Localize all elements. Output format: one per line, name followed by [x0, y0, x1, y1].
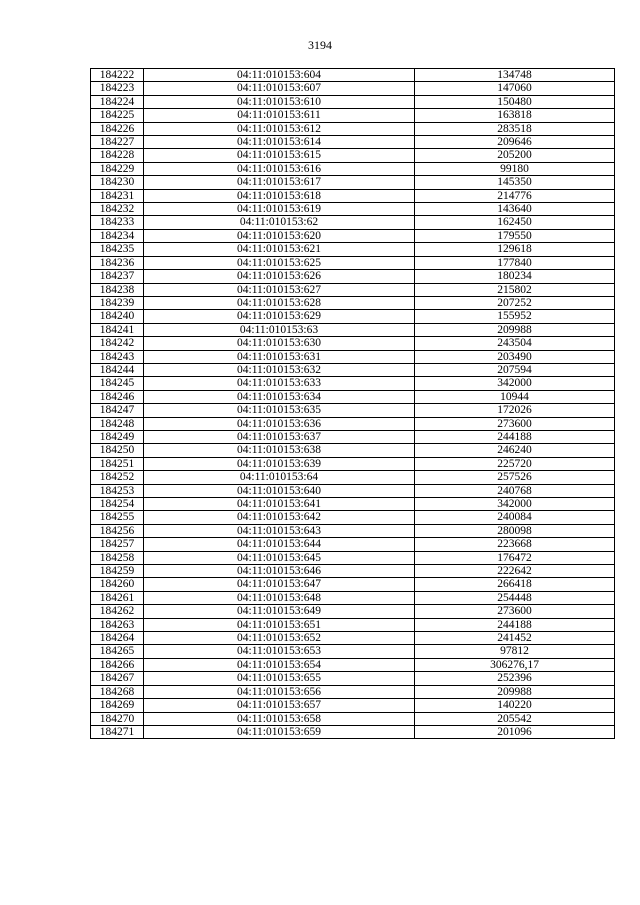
value-cell: 252396: [415, 672, 615, 685]
value-cell: 99180: [415, 162, 615, 175]
cadastral-number-cell: 04:11:010153:658: [144, 712, 415, 725]
value-cell: 225720: [415, 457, 615, 470]
table-row: [91, 672, 615, 685]
row-number-cell: 184232: [91, 203, 144, 216]
table-row: [91, 578, 615, 591]
cadastral-number-cell: 04:11:010153:612: [144, 122, 415, 135]
row-number-cell: 184247: [91, 404, 144, 417]
value-cell: 241452: [415, 632, 615, 645]
table-row: [91, 632, 615, 645]
table-row: [91, 283, 615, 296]
cadastral-number-cell: 04:11:010153:645: [144, 551, 415, 564]
table-row: [91, 149, 615, 162]
cadastral-number-cell: 04:11:010153:636: [144, 417, 415, 430]
row-number-cell: 184246: [91, 390, 144, 403]
cadastral-number-cell: 04:11:010153:631: [144, 350, 415, 363]
row-number-cell: 184233: [91, 216, 144, 229]
cadastral-number-cell: 04:11:010153:618: [144, 189, 415, 202]
table-row: [91, 323, 615, 336]
table-row: [91, 417, 615, 430]
row-number-cell: 184231: [91, 189, 144, 202]
value-cell: 205542: [415, 712, 615, 725]
cadastral-number-cell: 04:11:010153:644: [144, 538, 415, 551]
row-number-cell: 184240: [91, 310, 144, 323]
row-number-cell: 184224: [91, 95, 144, 108]
cadastral-number-cell: 04:11:010153:657: [144, 699, 415, 712]
table-row: [91, 699, 615, 712]
cadastral-number-cell: 04:11:010153:640: [144, 484, 415, 497]
table-row: [91, 95, 615, 108]
row-number-cell: 184251: [91, 457, 144, 470]
table-row: [91, 725, 615, 738]
cadastral-number-cell: 04:11:010153:659: [144, 725, 415, 738]
cadastral-number-cell: 04:11:010153:652: [144, 632, 415, 645]
value-cell: 177840: [415, 256, 615, 269]
row-number-cell: 184242: [91, 337, 144, 350]
table-row: [91, 511, 615, 524]
cadastral-number-cell: 04:11:010153:647: [144, 578, 415, 591]
row-number-cell: 184249: [91, 430, 144, 443]
table-row: [91, 457, 615, 470]
row-number-cell: 184260: [91, 578, 144, 591]
table-row: [91, 270, 615, 283]
value-cell: 10944: [415, 390, 615, 403]
value-cell: 254448: [415, 591, 615, 604]
table-row: [91, 404, 615, 417]
row-number-cell: 184237: [91, 270, 144, 283]
value-cell: 176472: [415, 551, 615, 564]
value-cell: 257526: [415, 471, 615, 484]
value-cell: 243504: [415, 337, 615, 350]
value-cell: 240768: [415, 484, 615, 497]
cadastral-number-cell: 04:11:010153:628: [144, 296, 415, 309]
value-cell: 215802: [415, 283, 615, 296]
table-row: [91, 203, 615, 216]
value-cell: 209988: [415, 685, 615, 698]
row-number-cell: 184264: [91, 632, 144, 645]
cadastral-number-cell: 04:11:010153:616: [144, 162, 415, 175]
value-cell: 150480: [415, 95, 615, 108]
value-cell: 134748: [415, 69, 615, 82]
value-cell: 246240: [415, 444, 615, 457]
row-number-cell: 184229: [91, 162, 144, 175]
row-number-cell: 184256: [91, 524, 144, 537]
value-cell: 209988: [415, 323, 615, 336]
row-number-cell: 184244: [91, 363, 144, 376]
value-cell: 207252: [415, 296, 615, 309]
table-row: [91, 176, 615, 189]
cadastral-number-cell: 04:11:010153:656: [144, 685, 415, 698]
table-row: [91, 256, 615, 269]
table-row: [91, 658, 615, 671]
table-row: [91, 136, 615, 149]
cadastral-number-cell: 04:11:010153:648: [144, 591, 415, 604]
value-cell: 244188: [415, 430, 615, 443]
table-row: [91, 484, 615, 497]
value-cell: 306276,17: [415, 658, 615, 671]
value-cell: 283518: [415, 122, 615, 135]
table-row: [91, 430, 615, 443]
table-row: [91, 645, 615, 658]
cadastral-number-cell: 04:11:010153:614: [144, 136, 415, 149]
value-cell: 129618: [415, 243, 615, 256]
row-number-cell: 184235: [91, 243, 144, 256]
value-cell: 223668: [415, 538, 615, 551]
value-cell: 342000: [415, 377, 615, 390]
cadastral-number-cell: 04:11:010153:626: [144, 270, 415, 283]
cadastral-number-cell: 04:11:010153:629: [144, 310, 415, 323]
table-row: [91, 712, 615, 725]
value-cell: 201096: [415, 725, 615, 738]
value-cell: 222642: [415, 565, 615, 578]
table-row: [91, 551, 615, 564]
table-row: [91, 162, 615, 175]
value-cell: 143640: [415, 203, 615, 216]
cadastral-number-cell: 04:11:010153:615: [144, 149, 415, 162]
value-cell: 162450: [415, 216, 615, 229]
table-row: [91, 377, 615, 390]
row-number-cell: 184225: [91, 109, 144, 122]
table-row: [91, 565, 615, 578]
cadastral-number-cell: 04:11:010153:604: [144, 69, 415, 82]
row-number-cell: 184266: [91, 658, 144, 671]
row-number-cell: 184227: [91, 136, 144, 149]
table-row: [91, 471, 615, 484]
cadastral-number-cell: 04:11:010153:637: [144, 430, 415, 443]
cadastral-number-cell: 04:11:010153:654: [144, 658, 415, 671]
value-cell: 163818: [415, 109, 615, 122]
cadastral-number-cell: 04:11:010153:643: [144, 524, 415, 537]
row-number-cell: 184252: [91, 471, 144, 484]
table-row: [91, 109, 615, 122]
row-number-cell: 184257: [91, 538, 144, 551]
table-row: [91, 296, 615, 309]
value-cell: 180234: [415, 270, 615, 283]
row-number-cell: 184262: [91, 605, 144, 618]
cadastral-number-cell: 04:11:010153:627: [144, 283, 415, 296]
row-number-cell: 184226: [91, 122, 144, 135]
value-cell: 203490: [415, 350, 615, 363]
table-row: [91, 337, 615, 350]
row-number-cell: 184250: [91, 444, 144, 457]
cadastral-number-cell: 04:11:010153:634: [144, 390, 415, 403]
value-cell: 147060: [415, 82, 615, 95]
cadastral-number-cell: 04:11:010153:63: [144, 323, 415, 336]
table-row: [91, 350, 615, 363]
cadastral-number-cell: 04:11:010153:617: [144, 176, 415, 189]
cadastral-number-cell: 04:11:010153:64: [144, 471, 415, 484]
value-cell: 273600: [415, 605, 615, 618]
value-cell: 205200: [415, 149, 615, 162]
value-cell: 155952: [415, 310, 615, 323]
cadastral-number-cell: 04:11:010153:619: [144, 203, 415, 216]
row-number-cell: 184223: [91, 82, 144, 95]
row-number-cell: 184228: [91, 149, 144, 162]
row-number-cell: 184253: [91, 484, 144, 497]
cadastral-number-cell: 04:11:010153:607: [144, 82, 415, 95]
value-cell: 145350: [415, 176, 615, 189]
value-cell: 342000: [415, 498, 615, 511]
cadastral-number-cell: 04:11:010153:620: [144, 229, 415, 242]
table-row: [91, 390, 615, 403]
table-row: [91, 189, 615, 202]
value-cell: 172026: [415, 404, 615, 417]
row-number-cell: 184222: [91, 69, 144, 82]
table-row: [91, 82, 615, 95]
row-number-cell: 184267: [91, 672, 144, 685]
value-cell: 140220: [415, 699, 615, 712]
value-cell: 266418: [415, 578, 615, 591]
table-row: [91, 216, 615, 229]
row-number-cell: 184238: [91, 283, 144, 296]
table-row: [91, 605, 615, 618]
table-row: [91, 444, 615, 457]
cadastral-number-cell: 04:11:010153:642: [144, 511, 415, 524]
row-number-cell: 184241: [91, 323, 144, 336]
cadastral-number-cell: 04:11:010153:621: [144, 243, 415, 256]
cadastral-number-cell: 04:11:010153:632: [144, 363, 415, 376]
cadastral-number-cell: 04:11:010153:653: [144, 645, 415, 658]
table-row: [91, 69, 615, 82]
row-number-cell: 184259: [91, 565, 144, 578]
value-cell: 179550: [415, 229, 615, 242]
row-number-cell: 184270: [91, 712, 144, 725]
row-number-cell: 184265: [91, 645, 144, 658]
cadastral-number-cell: 04:11:010153:610: [144, 95, 415, 108]
row-number-cell: 184263: [91, 618, 144, 631]
table-row: [91, 618, 615, 631]
table-row: [91, 243, 615, 256]
value-cell: 240084: [415, 511, 615, 524]
row-number-cell: 184261: [91, 591, 144, 604]
row-number-cell: 184268: [91, 685, 144, 698]
cadastral-number-cell: 04:11:010153:635: [144, 404, 415, 417]
value-cell: 207594: [415, 363, 615, 376]
cadastral-number-cell: 04:11:010153:62: [144, 216, 415, 229]
value-cell: 273600: [415, 417, 615, 430]
row-number-cell: 184243: [91, 350, 144, 363]
value-cell: 214776: [415, 189, 615, 202]
cadastral-number-cell: 04:11:010153:639: [144, 457, 415, 470]
cadastral-number-cell: 04:11:010153:641: [144, 498, 415, 511]
cadastral-number-cell: 04:11:010153:638: [144, 444, 415, 457]
row-number-cell: 184245: [91, 377, 144, 390]
cadastral-number-cell: 04:11:010153:630: [144, 337, 415, 350]
cadastral-number-cell: 04:11:010153:649: [144, 605, 415, 618]
table-row: [91, 685, 615, 698]
value-cell: 97812: [415, 645, 615, 658]
row-number-cell: 184230: [91, 176, 144, 189]
table-row: [91, 229, 615, 242]
table-row: [91, 122, 615, 135]
table-row: [91, 524, 615, 537]
table-row: [91, 538, 615, 551]
table-row: [91, 363, 615, 376]
table-row: [91, 498, 615, 511]
row-number-cell: 184236: [91, 256, 144, 269]
row-number-cell: 184234: [91, 229, 144, 242]
cadastral-number-cell: 04:11:010153:655: [144, 672, 415, 685]
table-row: [91, 591, 615, 604]
value-cell: 280098: [415, 524, 615, 537]
value-cell: 244188: [415, 618, 615, 631]
cadastral-number-cell: 04:11:010153:651: [144, 618, 415, 631]
cadastral-number-cell: 04:11:010153:611: [144, 109, 415, 122]
registry-table: [90, 68, 615, 739]
row-number-cell: 184269: [91, 699, 144, 712]
table-row: [91, 310, 615, 323]
cadastral-number-cell: 04:11:010153:625: [144, 256, 415, 269]
row-number-cell: 184255: [91, 511, 144, 524]
value-cell: 209646: [415, 136, 615, 149]
row-number-cell: 184239: [91, 296, 144, 309]
cadastral-number-cell: 04:11:010153:646: [144, 565, 415, 578]
registry-table-body: [91, 69, 615, 739]
row-number-cell: 184271: [91, 725, 144, 738]
row-number-cell: 184258: [91, 551, 144, 564]
cadastral-number-cell: 04:11:010153:633: [144, 377, 415, 390]
row-number-cell: 184248: [91, 417, 144, 430]
page-number: 3194: [308, 38, 332, 52]
row-number-cell: 184254: [91, 498, 144, 511]
